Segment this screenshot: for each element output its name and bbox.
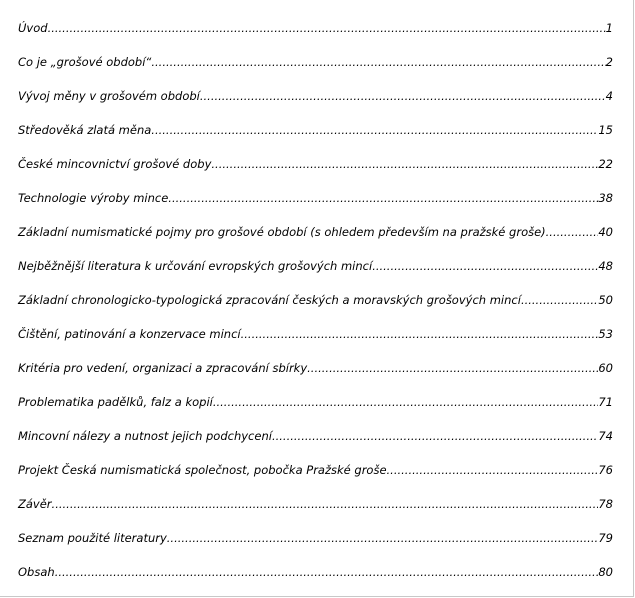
toc-entry-obsah[interactable] bbox=[18, 562, 613, 596]
toc-dot-leader bbox=[307, 358, 598, 378]
toc-entry-page: 60 bbox=[598, 361, 613, 375]
toc-entry-seznam-literatury[interactable] bbox=[18, 528, 613, 562]
toc-dot-leader bbox=[151, 120, 598, 140]
toc-entry-numismaticke-pojmy[interactable] bbox=[18, 222, 613, 256]
table-of-contents bbox=[18, 18, 613, 596]
toc-dot-leader bbox=[272, 426, 598, 446]
toc-entry-uvod[interactable] bbox=[18, 18, 613, 52]
toc-entry-title: Technologie výroby mince bbox=[18, 191, 169, 205]
toc-entry-grosove-obdobi[interactable] bbox=[18, 52, 613, 86]
toc-entry-title: Co je „grošové období“ bbox=[18, 55, 152, 69]
toc-dot-leader bbox=[546, 222, 599, 242]
toc-dot-leader bbox=[521, 290, 598, 310]
toc-entry-vyvoj-meny[interactable] bbox=[18, 86, 613, 120]
toc-entry-title: Úvod bbox=[18, 21, 48, 35]
toc-dot-leader bbox=[387, 460, 599, 480]
toc-entry-page: 40 bbox=[598, 225, 613, 239]
toc-entry-title: Základní chronologicko-typologická zpracování českých a moravských grošových mincí bbox=[18, 293, 521, 307]
toc-dot-leader bbox=[372, 256, 598, 276]
toc-entry-ceske-mincovnictvi[interactable] bbox=[18, 154, 613, 188]
toc-entry-title: Projekt Česká numismatická společnost, pobočka Pražské groše bbox=[18, 463, 387, 477]
toc-entry-page: 15 bbox=[598, 123, 613, 137]
toc-entry-chronologicko-typologicka[interactable] bbox=[18, 290, 613, 324]
toc-entry-page: 22 bbox=[598, 157, 613, 171]
toc-entry-cisteni[interactable] bbox=[18, 324, 613, 358]
toc-entry-page: 76 bbox=[598, 463, 613, 477]
toc-entry-kriteria[interactable] bbox=[18, 358, 613, 392]
toc-entry-title: Obsah bbox=[18, 565, 55, 579]
toc-entry-padelky[interactable] bbox=[18, 392, 613, 426]
toc-entry-title: Vývoj měny v grošovém období bbox=[18, 89, 200, 103]
toc-entry-title: Mincovní nálezy a nutnost jejich podchycení bbox=[18, 429, 272, 443]
toc-entry-page: 50 bbox=[598, 293, 613, 307]
toc-dot-leader bbox=[52, 494, 599, 514]
toc-dot-leader bbox=[48, 18, 606, 38]
toc-entry-page: 80 bbox=[598, 565, 613, 579]
toc-dot-leader bbox=[241, 324, 599, 344]
toc-dot-leader bbox=[167, 528, 599, 548]
toc-entry-zaver[interactable] bbox=[18, 494, 613, 528]
toc-entry-title: Seznam použité literatury bbox=[18, 531, 167, 545]
toc-entry-page: 74 bbox=[598, 429, 613, 443]
toc-dot-leader bbox=[168, 188, 598, 208]
toc-dot-leader bbox=[200, 86, 606, 106]
toc-entry-page: 38 bbox=[598, 191, 613, 205]
toc-entry-title: Závěr bbox=[18, 497, 52, 511]
toc-dot-leader bbox=[55, 562, 599, 582]
toc-dot-leader bbox=[213, 392, 599, 412]
toc-dot-leader bbox=[211, 154, 598, 174]
toc-entry-technologie[interactable] bbox=[18, 188, 613, 222]
toc-entry-title: Kritéria pro vedení, organizaci a zpracování sbírky bbox=[18, 361, 308, 375]
toc-entry-title: Nejběžnější literatura k určování evropských grošových mincí bbox=[18, 259, 373, 273]
toc-entry-title: Základní numismatické pojmy pro grošové období (s ohledem především na pražské groše) bbox=[18, 225, 546, 239]
toc-entry-page: 53 bbox=[598, 327, 613, 341]
toc-dot-leader bbox=[151, 52, 605, 72]
toc-entry-page: 48 bbox=[598, 259, 613, 273]
toc-entry-projekt[interactable] bbox=[18, 460, 613, 494]
toc-entry-title: Čištění, patinování a konzervace mincí bbox=[18, 327, 241, 341]
toc-entry-title: Problematika padělků, falz a kopií bbox=[18, 395, 213, 409]
toc-entry-title: České mincovnictví grošové doby bbox=[18, 157, 212, 171]
toc-entry-page: 78 bbox=[598, 497, 613, 511]
toc-entry-page: 4 bbox=[605, 89, 613, 103]
toc-entry-page: 2 bbox=[605, 55, 613, 69]
toc-entry-page: 71 bbox=[598, 395, 613, 409]
toc-entry-page: 1 bbox=[605, 21, 613, 35]
toc-entry-literatura-urcovani[interactable] bbox=[18, 256, 613, 290]
toc-entry-title: Středověká zlatá měna bbox=[18, 123, 152, 137]
toc-entry-page: 79 bbox=[598, 531, 613, 545]
toc-entry-zlata-mena[interactable] bbox=[18, 120, 613, 154]
toc-entry-mincovni-nalezy[interactable] bbox=[18, 426, 613, 460]
